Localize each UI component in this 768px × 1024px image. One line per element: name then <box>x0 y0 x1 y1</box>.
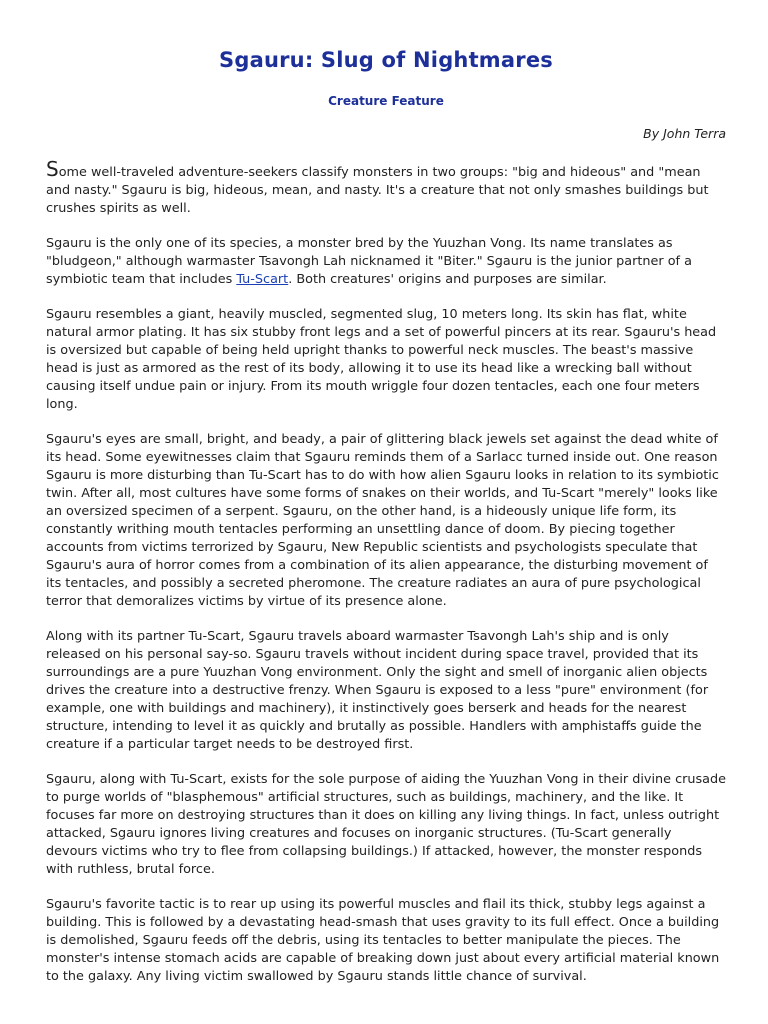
paragraph-2-text-after: . Both creatures' origins and purposes are similar. <box>288 272 607 287</box>
author-byline: By John Terra <box>643 126 726 141</box>
paragraph-5: Along with its partner Tu-Scart, Sgauru travels aboard warmaster Tsavongh Lah's ship and is only released on his personal say-so. Sgauru travels without incident during space travel, provided that its surroundings are a pure Yuuzhan Vong environment. Only the sight and smell of inorganic alien objects drives the creature into a destructive frenzy. When Sgauru is exposed to a less "pure" environment (for example, one with buildings and machinery), it instinctively goes berserk and heads for the nearest structure, intending to level it as quickly and brutally as possible. Handlers with amphistaffs guide the creature if a particular target needs to be destroyed first. <box>46 629 709 752</box>
paragraph-7: Sgauru's favorite tactic is to rear up using its powerful muscles and flail its thick, stubby legs against a building. This is followed by a devastating head-smash that uses gravity to its full effect. Once a building is demolished, Sgauru feeds off the debris, using its tentacles to better manipulate the pieces. The monster's intense stomach acids are capable of breaking down just about every artificial material known to the galaxy. Any living victim swallowed by Sgauru stands little chance of survival. <box>46 897 720 984</box>
paragraph-6: Sgauru, along with Tu-Scart, exists for the sole purpose of aiding the Yuuzhan Vong in their divine crusade to purge worlds of "blasphemous" artificial structures, such as buildings, machinery, and the like. It focuses far more on destroying structures than it does on killing any living things. In fact, unless outright attacked, Sgauru ignores living creatures and focuses on inorganic structures. (Tu-Scart generally devours victims who try to flee from collapsing buildings.) If attacked, however, the monster responds with ruthless, brutal force. <box>46 772 726 877</box>
paragraph-2-text-before: Sgauru is the only one of its species, a monster bred by the Yuuzhan Vong. Its name translates as "bludgeon," although warmaster Tsavongh Lah nicknamed it "Biter." Sgauru is the junior partner of a symbiotic team that includes <box>46 236 692 287</box>
paragraph-3: Sgauru resembles a giant, heavily muscled, segmented slug, 10 meters long. Its skin has flat, white natural armor plating. It has six stubby front legs and a set of powerful pincers at its rear. Sgauru's head is oversized but capable of being held upright thanks to powerful neck muscles. The beast's massive head is just as armored as the rest of its body, allowing it to use its head like a wrecking ball without causing itself undue pain or injury. From its mouth wriggle four dozen tentacles, each one four meters long. <box>46 307 717 412</box>
drop-cap: S <box>46 157 59 181</box>
tu-scart-link[interactable]: Tu-Scart <box>236 272 289 287</box>
article-title: Sgauru: Slug of Nightmares <box>219 48 553 72</box>
paragraph-2 <box>46 235 726 289</box>
article <box>46 42 726 1003</box>
paragraph-4: Sgauru's eyes are small, bright, and beady, a pair of glittering black jewels set against the dead white of its head. Some eyewitnesses claim that Sgauru reminds them of a Sarlacc turned inside out. One reason Sgauru is more disturbing than Tu-Scart has to do with how alien Sgauru looks in relation to its symbiotic twin. After all, most cultures have some forms of snakes on their worlds, and Tu-Scart "merely" looks like an oversized specimen of a serpent. Sgauru, on the other hand, is a hideously unique life form, its constantly writhing mouth tentacles performing an unsettling dance of doom. By piecing together accounts from victims terrorized by Sgauru, New Republic scientists and psychologists speculate that Sgauru's aura of horror comes from a combination of its alien appearance, the disturbing movement of its tentacles, and possibly a secreted pheromone. The creature radiates an aura of pure psychological terror that demoralizes victims by virtue of its presence alone. <box>46 432 719 609</box>
article-subtitle: Creature Feature <box>328 94 444 108</box>
paragraph-1 <box>46 157 726 218</box>
paragraph-1-text: ome well-traveled adventure-seekers classify monsters in two groups: "big and hideous" and "mean and nasty." Sgauru is big, hideous, mean, and nasty. It's a creature that not only smashes buildings but crushes spirits as well. <box>46 165 709 216</box>
